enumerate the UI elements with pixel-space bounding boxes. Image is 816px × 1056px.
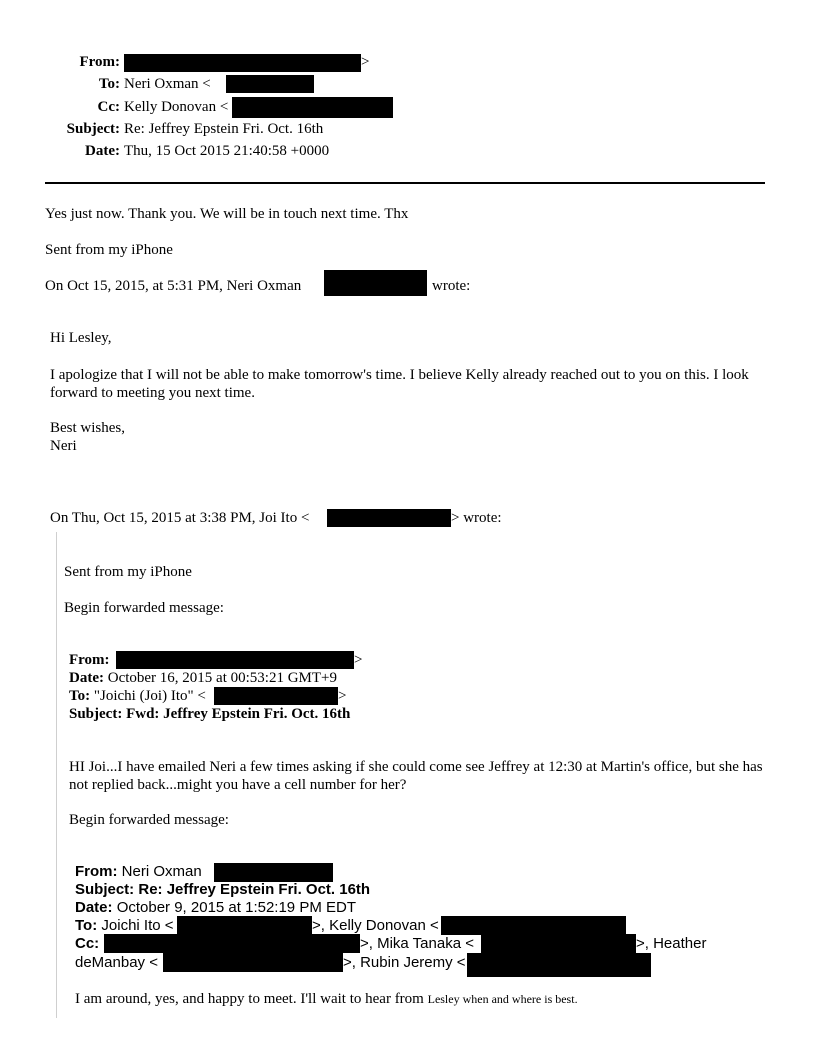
fwd2-to-value-1: Joichi Ito < <box>101 917 174 934</box>
fwd2-cc-value-1: >, Mika Tanaka < <box>360 935 474 952</box>
redaction <box>232 97 393 118</box>
fwd1-to-value: "Joichi (Joi) Ito" < <box>93 688 206 704</box>
subject-value: Re: Jeffrey Epstein Fri. Oct. 16th <box>124 121 324 137</box>
fwd2-date-value: October 9, 2015 at 1:52:19 PM EDT <box>116 899 356 916</box>
redaction <box>104 934 360 953</box>
redaction <box>481 934 636 953</box>
to-value: Neri Oxman < <box>124 76 211 92</box>
to-label: To: <box>98 76 120 92</box>
fwd1-to-label: To: <box>69 688 91 704</box>
fwd2-to-value-2: >, Kelly Donovan < <box>312 917 439 934</box>
date-value: Thu, 15 Oct 2015 21:40:58 +0000 <box>124 143 330 159</box>
joi-intro-suffix: > wrote: <box>451 510 502 526</box>
redaction <box>226 75 314 93</box>
fwd2-cc-value-4: >, Rubin Jeremy < <box>343 954 466 971</box>
from-label: From: <box>79 54 120 70</box>
fwd2-cc-value-3: deManbay < <box>75 954 158 971</box>
fwd1-date-value: October 16, 2015 at 00:53:21 GMT+9 <box>107 670 337 686</box>
redaction <box>116 651 354 669</box>
fwd2-from-label: From: <box>75 863 118 880</box>
cc-value: Kelly Donovan < <box>124 99 229 115</box>
fwd1-from-label: From: <box>69 652 110 668</box>
fwd1-to-suffix: > <box>338 688 347 704</box>
header-divider <box>45 182 765 184</box>
reply-line: Yes just now. Thank you. We will be in touch next time. Thx <box>45 206 409 222</box>
fwd2-cc-label: Cc: <box>75 935 100 952</box>
redaction <box>214 863 333 882</box>
fwd1-body: HI Joi...I have emailed Neri a few times asking if she could come see Jeffrey at 12:30 at Martin's office, but she has not replied back...might you have a cell number for her? <box>69 759 763 793</box>
redaction <box>441 916 626 935</box>
from-suffix: > <box>361 54 370 70</box>
fwd1-date-label: Date: <box>69 670 104 686</box>
fwd2-body-main: I am around, yes, and happy to meet. I'll wait to hear from <box>75 991 424 1007</box>
fwd1-from-suffix: > <box>354 652 363 668</box>
redaction <box>324 270 427 296</box>
fwd2-from-value: Neri Oxman <box>121 863 202 880</box>
quote-intro: On Oct 15, 2015, at 5:31 PM, Neri Oxman <box>45 278 302 294</box>
fwd2-body-small: Lesley when and where is best. <box>427 992 578 1006</box>
quote-bar <box>56 532 57 1018</box>
fwd2-subject-value: Re: Jeffrey Epstein Fri. Oct. 16th <box>138 881 371 898</box>
fwd2-date-label: Date: <box>75 899 113 916</box>
signature: Neri <box>50 438 77 454</box>
fwd2-cc-value-2: >, Heather <box>636 935 707 952</box>
closing: Best wishes, <box>50 420 125 436</box>
joi-intro: On Thu, Oct 15, 2015 at 3:38 PM, Joi Ito < <box>50 510 310 526</box>
fwd1-subject-value: Fwd: Jeffrey Epstein Fri. Oct. 16th <box>126 706 351 722</box>
sent-from: Sent from my iPhone <box>45 242 173 258</box>
redaction <box>327 509 451 527</box>
cc-label: Cc: <box>97 99 120 115</box>
message-paragraph: I apologize that I will not be able to make tomorrow's time. I believe Kelly already reached out to you on this. I look forward to meeting you next time. <box>50 367 749 401</box>
date-label: Date: <box>85 143 120 159</box>
greeting: Hi Lesley, <box>50 330 112 346</box>
redaction <box>163 953 343 972</box>
redaction <box>467 953 651 977</box>
redaction <box>177 916 312 935</box>
joi-begin-forwarded: Begin forwarded message: <box>64 600 224 616</box>
fwd2-to-label: To: <box>75 917 98 934</box>
fwd1-begin-forwarded: Begin forwarded message: <box>69 812 229 828</box>
joi-sent-from: Sent from my iPhone <box>64 564 192 580</box>
subject-label: Subject: <box>66 121 120 137</box>
fwd2-subject-label: Subject: <box>75 881 135 898</box>
redaction <box>124 54 361 72</box>
redaction <box>214 687 338 705</box>
quote-intro-suffix: wrote: <box>432 278 471 294</box>
fwd1-subject-label: Subject: <box>69 706 123 722</box>
